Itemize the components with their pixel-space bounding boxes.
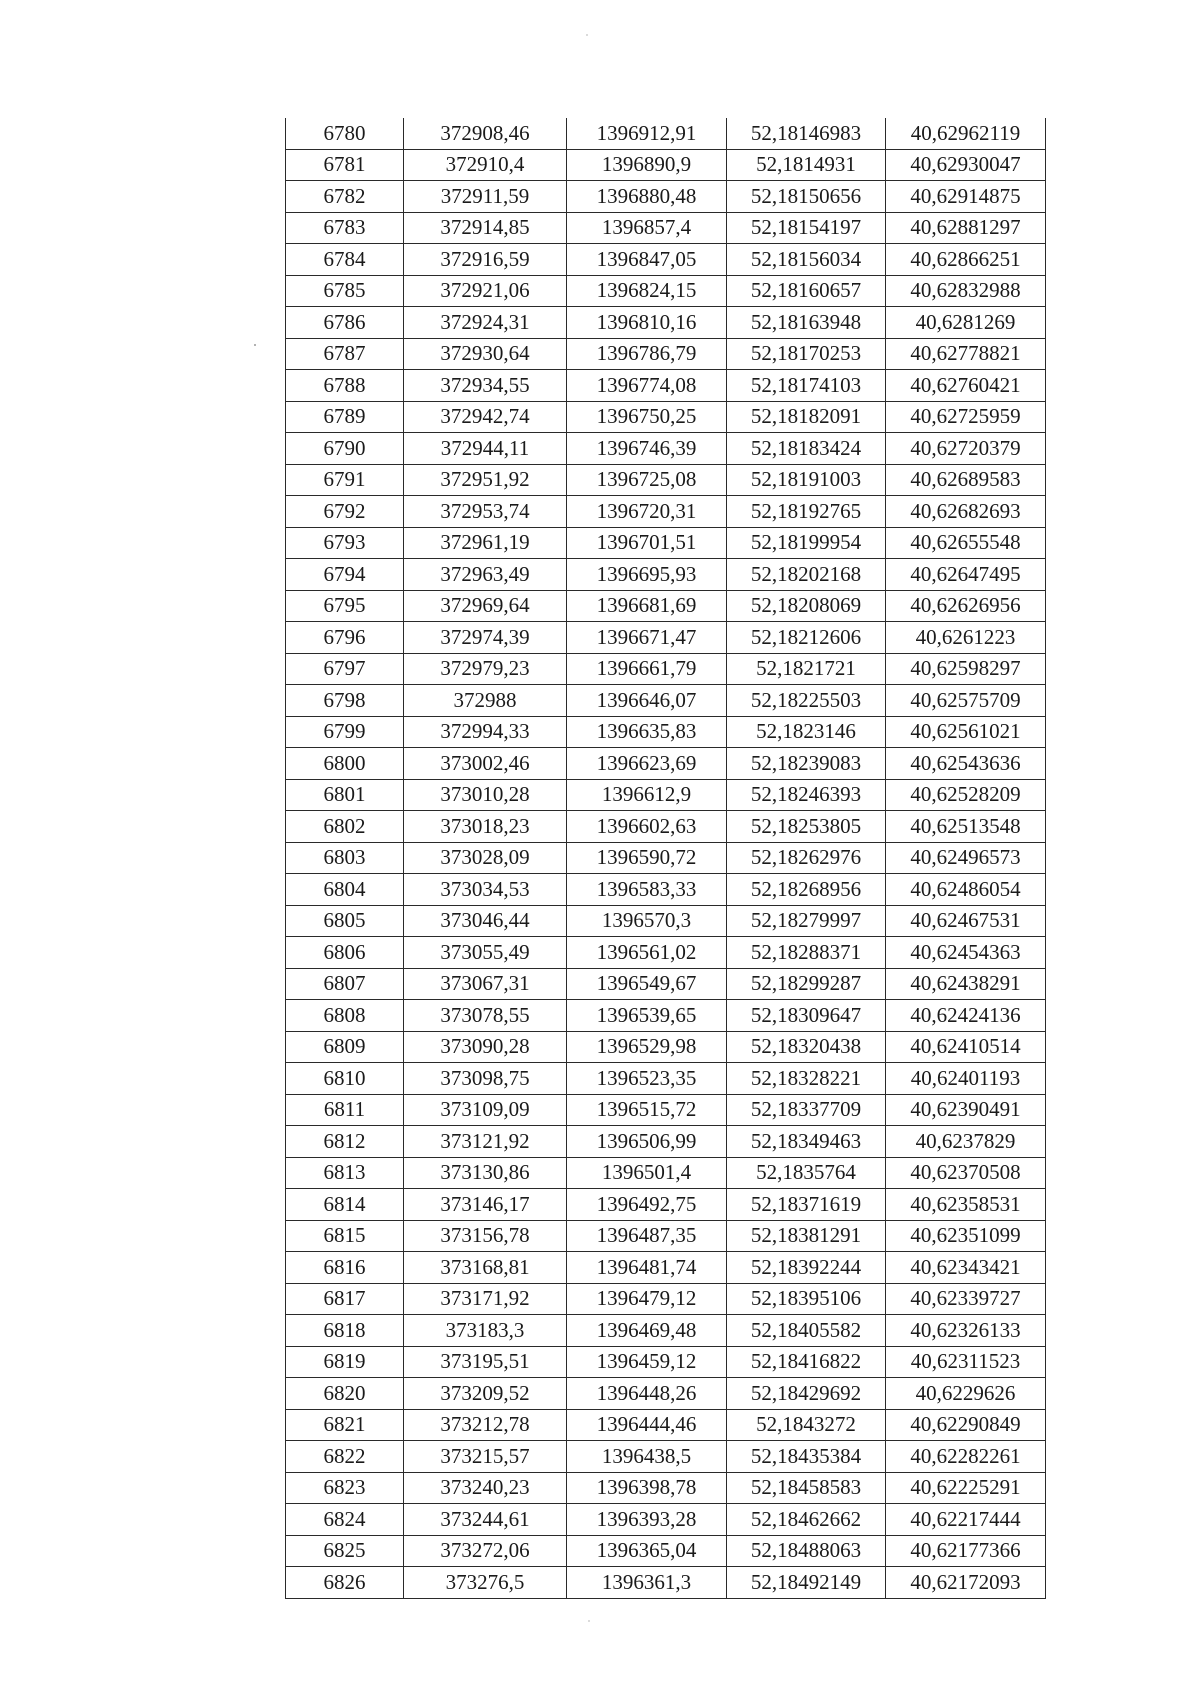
point-number-cell: 6812 [286, 1126, 404, 1158]
table-row [286, 905, 1046, 937]
longitude-cell: 40,62496573 [886, 842, 1046, 874]
x-coordinate-cell: 372914,85 [404, 212, 567, 244]
table-row [286, 370, 1046, 402]
table-row [286, 653, 1046, 685]
longitude-cell: 40,62647495 [886, 559, 1046, 591]
table-row [286, 1031, 1046, 1063]
latitude-cell: 52,18253805 [727, 811, 886, 843]
latitude-cell: 52,18492149 [727, 1567, 886, 1599]
table-row [286, 590, 1046, 622]
y-coordinate-cell: 1396361,3 [567, 1567, 727, 1599]
coordinates-table [285, 118, 1046, 1599]
point-number-cell: 6816 [286, 1252, 404, 1284]
point-number-cell: 6783 [286, 212, 404, 244]
y-coordinate-cell: 1396661,79 [567, 653, 727, 685]
point-number-cell: 6793 [286, 527, 404, 559]
x-coordinate-cell: 373276,5 [404, 1567, 567, 1599]
x-coordinate-cell: 373034,53 [404, 874, 567, 906]
point-number-cell: 6809 [286, 1031, 404, 1063]
point-number-cell: 6803 [286, 842, 404, 874]
y-coordinate-cell: 1396529,98 [567, 1031, 727, 1063]
table-row [286, 1504, 1046, 1536]
y-coordinate-cell: 1396701,51 [567, 527, 727, 559]
x-coordinate-cell: 372994,33 [404, 716, 567, 748]
x-coordinate-cell: 373109,09 [404, 1094, 567, 1126]
longitude-cell: 40,62881297 [886, 212, 1046, 244]
table-row [286, 307, 1046, 339]
x-coordinate-cell: 373130,86 [404, 1157, 567, 1189]
y-coordinate-cell: 1396365,04 [567, 1535, 727, 1567]
longitude-cell: 40,62962119 [886, 118, 1046, 149]
latitude-cell: 52,18212606 [727, 622, 886, 654]
y-coordinate-cell: 1396561,02 [567, 937, 727, 969]
table-row [286, 1283, 1046, 1315]
y-coordinate-cell: 1396635,83 [567, 716, 727, 748]
table-row [286, 716, 1046, 748]
x-coordinate-cell: 373215,57 [404, 1441, 567, 1473]
latitude-cell: 52,18328221 [727, 1063, 886, 1095]
longitude-cell: 40,62575709 [886, 685, 1046, 717]
latitude-cell: 52,18239083 [727, 748, 886, 780]
point-number-cell: 6810 [286, 1063, 404, 1095]
x-coordinate-cell: 373195,51 [404, 1346, 567, 1378]
point-number-cell: 6785 [286, 275, 404, 307]
point-number-cell: 6813 [286, 1157, 404, 1189]
table-row [286, 622, 1046, 654]
point-number-cell: 6808 [286, 1000, 404, 1032]
latitude-cell: 52,18320438 [727, 1031, 886, 1063]
point-number-cell: 6781 [286, 149, 404, 181]
point-number-cell: 6806 [286, 937, 404, 969]
longitude-cell: 40,62424136 [886, 1000, 1046, 1032]
x-coordinate-cell: 372963,49 [404, 559, 567, 591]
latitude-cell: 52,1843272 [727, 1409, 886, 1441]
table-row [286, 968, 1046, 1000]
point-number-cell: 6801 [286, 779, 404, 811]
point-number-cell: 6802 [286, 811, 404, 843]
y-coordinate-cell: 1396481,74 [567, 1252, 727, 1284]
point-number-cell: 6797 [286, 653, 404, 685]
table-row [286, 1567, 1046, 1599]
y-coordinate-cell: 1396890,9 [567, 149, 727, 181]
x-coordinate-cell: 373146,17 [404, 1189, 567, 1221]
latitude-cell: 52,18199954 [727, 527, 886, 559]
point-number-cell: 6807 [286, 968, 404, 1000]
latitude-cell: 52,18154197 [727, 212, 886, 244]
y-coordinate-cell: 1396459,12 [567, 1346, 727, 1378]
x-coordinate-cell: 372908,46 [404, 118, 567, 149]
longitude-cell: 40,62720379 [886, 433, 1046, 465]
longitude-cell: 40,62454363 [886, 937, 1046, 969]
y-coordinate-cell: 1396438,5 [567, 1441, 727, 1473]
point-number-cell: 6788 [286, 370, 404, 402]
scan-speck [254, 344, 256, 346]
y-coordinate-cell: 1396479,12 [567, 1283, 727, 1315]
y-coordinate-cell: 1396774,08 [567, 370, 727, 402]
table-row [286, 1252, 1046, 1284]
x-coordinate-cell: 372921,06 [404, 275, 567, 307]
longitude-cell: 40,62172093 [886, 1567, 1046, 1599]
x-coordinate-cell: 373244,61 [404, 1504, 567, 1536]
table-row [286, 118, 1046, 149]
y-coordinate-cell: 1396444,46 [567, 1409, 727, 1441]
y-coordinate-cell: 1396857,4 [567, 212, 727, 244]
point-number-cell: 6817 [286, 1283, 404, 1315]
longitude-cell: 40,62832988 [886, 275, 1046, 307]
y-coordinate-cell: 1396880,48 [567, 181, 727, 213]
table-row [286, 464, 1046, 496]
latitude-cell: 52,18182091 [727, 401, 886, 433]
point-number-cell: 6795 [286, 590, 404, 622]
x-coordinate-cell: 372974,39 [404, 622, 567, 654]
point-number-cell: 6814 [286, 1189, 404, 1221]
table-row [286, 1472, 1046, 1504]
scan-speck [588, 1620, 590, 1622]
y-coordinate-cell: 1396695,93 [567, 559, 727, 591]
table-row [286, 1441, 1046, 1473]
longitude-cell: 40,6229626 [886, 1378, 1046, 1410]
point-number-cell: 6821 [286, 1409, 404, 1441]
latitude-cell: 52,18202168 [727, 559, 886, 591]
x-coordinate-cell: 373171,92 [404, 1283, 567, 1315]
longitude-cell: 40,62655548 [886, 527, 1046, 559]
point-number-cell: 6784 [286, 244, 404, 276]
point-number-cell: 6794 [286, 559, 404, 591]
x-coordinate-cell: 373067,31 [404, 968, 567, 1000]
latitude-cell: 52,18392244 [727, 1252, 886, 1284]
x-coordinate-cell: 372930,64 [404, 338, 567, 370]
latitude-cell: 52,18435384 [727, 1441, 886, 1473]
latitude-cell: 52,18170253 [727, 338, 886, 370]
latitude-cell: 52,18395106 [727, 1283, 886, 1315]
point-number-cell: 6789 [286, 401, 404, 433]
table-row [286, 527, 1046, 559]
y-coordinate-cell: 1396602,63 [567, 811, 727, 843]
x-coordinate-cell: 372924,31 [404, 307, 567, 339]
table-row [286, 842, 1046, 874]
y-coordinate-cell: 1396539,65 [567, 1000, 727, 1032]
x-coordinate-cell: 373183,3 [404, 1315, 567, 1347]
latitude-cell: 52,18225503 [727, 685, 886, 717]
latitude-cell: 52,18429692 [727, 1378, 886, 1410]
y-coordinate-cell: 1396506,99 [567, 1126, 727, 1158]
longitude-cell: 40,62343421 [886, 1252, 1046, 1284]
x-coordinate-cell: 372988 [404, 685, 567, 717]
x-coordinate-cell: 372944,11 [404, 433, 567, 465]
table-row [286, 433, 1046, 465]
longitude-cell: 40,62866251 [886, 244, 1046, 276]
x-coordinate-cell: 373098,75 [404, 1063, 567, 1095]
latitude-cell: 52,18191003 [727, 464, 886, 496]
y-coordinate-cell: 1396725,08 [567, 464, 727, 496]
point-number-cell: 6786 [286, 307, 404, 339]
y-coordinate-cell: 1396398,78 [567, 1472, 727, 1504]
latitude-cell: 52,18160657 [727, 275, 886, 307]
longitude-cell: 40,62351099 [886, 1220, 1046, 1252]
latitude-cell: 52,18337709 [727, 1094, 886, 1126]
table-row [286, 559, 1046, 591]
y-coordinate-cell: 1396487,35 [567, 1220, 727, 1252]
longitude-cell: 40,62282261 [886, 1441, 1046, 1473]
table-row [286, 1346, 1046, 1378]
latitude-cell: 52,1835764 [727, 1157, 886, 1189]
longitude-cell: 40,62290849 [886, 1409, 1046, 1441]
longitude-cell: 40,62689583 [886, 464, 1046, 496]
x-coordinate-cell: 373212,78 [404, 1409, 567, 1441]
longitude-cell: 40,62401193 [886, 1063, 1046, 1095]
x-coordinate-cell: 373209,52 [404, 1378, 567, 1410]
table-row [286, 401, 1046, 433]
longitude-cell: 40,62778821 [886, 338, 1046, 370]
table-row [286, 1220, 1046, 1252]
x-coordinate-cell: 373046,44 [404, 905, 567, 937]
longitude-cell: 40,62217444 [886, 1504, 1046, 1536]
latitude-cell: 52,1823146 [727, 716, 886, 748]
x-coordinate-cell: 373156,78 [404, 1220, 567, 1252]
coordinates-table-body [286, 118, 1046, 1598]
latitude-cell: 52,18146983 [727, 118, 886, 149]
longitude-cell: 40,62528209 [886, 779, 1046, 811]
longitude-cell: 40,62626956 [886, 590, 1046, 622]
longitude-cell: 40,62760421 [886, 370, 1046, 402]
latitude-cell: 52,18279997 [727, 905, 886, 937]
table-row [286, 779, 1046, 811]
latitude-cell: 52,18405582 [727, 1315, 886, 1347]
latitude-cell: 52,18208069 [727, 590, 886, 622]
longitude-cell: 40,62438291 [886, 968, 1046, 1000]
y-coordinate-cell: 1396570,3 [567, 905, 727, 937]
x-coordinate-cell: 372979,23 [404, 653, 567, 685]
longitude-cell: 40,62225291 [886, 1472, 1046, 1504]
table-row [286, 937, 1046, 969]
latitude-cell: 52,18458583 [727, 1472, 886, 1504]
latitude-cell: 52,18174103 [727, 370, 886, 402]
point-number-cell: 6825 [286, 1535, 404, 1567]
y-coordinate-cell: 1396720,31 [567, 496, 727, 528]
latitude-cell: 52,18371619 [727, 1189, 886, 1221]
table-row [286, 496, 1046, 528]
x-coordinate-cell: 373090,28 [404, 1031, 567, 1063]
y-coordinate-cell: 1396750,25 [567, 401, 727, 433]
y-coordinate-cell: 1396583,33 [567, 874, 727, 906]
longitude-cell: 40,62914875 [886, 181, 1046, 213]
latitude-cell: 52,18150656 [727, 181, 886, 213]
longitude-cell: 40,62358531 [886, 1189, 1046, 1221]
table-row [286, 811, 1046, 843]
y-coordinate-cell: 1396515,72 [567, 1094, 727, 1126]
longitude-cell: 40,62930047 [886, 149, 1046, 181]
y-coordinate-cell: 1396393,28 [567, 1504, 727, 1536]
y-coordinate-cell: 1396847,05 [567, 244, 727, 276]
y-coordinate-cell: 1396681,69 [567, 590, 727, 622]
longitude-cell: 40,6237829 [886, 1126, 1046, 1158]
point-number-cell: 6822 [286, 1441, 404, 1473]
latitude-cell: 52,18488063 [727, 1535, 886, 1567]
table-row [286, 685, 1046, 717]
x-coordinate-cell: 372934,55 [404, 370, 567, 402]
point-number-cell: 6799 [286, 716, 404, 748]
latitude-cell: 52,18299287 [727, 968, 886, 1000]
table-row [286, 1409, 1046, 1441]
longitude-cell: 40,62339727 [886, 1283, 1046, 1315]
latitude-cell: 52,18192765 [727, 496, 886, 528]
point-number-cell: 6823 [286, 1472, 404, 1504]
x-coordinate-cell: 372910,4 [404, 149, 567, 181]
x-coordinate-cell: 373002,46 [404, 748, 567, 780]
y-coordinate-cell: 1396824,15 [567, 275, 727, 307]
longitude-cell: 40,62513548 [886, 811, 1046, 843]
y-coordinate-cell: 1396646,07 [567, 685, 727, 717]
y-coordinate-cell: 1396623,69 [567, 748, 727, 780]
longitude-cell: 40,62370508 [886, 1157, 1046, 1189]
point-number-cell: 6819 [286, 1346, 404, 1378]
y-coordinate-cell: 1396469,48 [567, 1315, 727, 1347]
latitude-cell: 52,18288371 [727, 937, 886, 969]
point-number-cell: 6787 [286, 338, 404, 370]
latitude-cell: 52,1821721 [727, 653, 886, 685]
point-number-cell: 6811 [286, 1094, 404, 1126]
point-number-cell: 6818 [286, 1315, 404, 1347]
latitude-cell: 52,18163948 [727, 307, 886, 339]
point-number-cell: 6824 [286, 1504, 404, 1536]
x-coordinate-cell: 373055,49 [404, 937, 567, 969]
point-number-cell: 6791 [286, 464, 404, 496]
x-coordinate-cell: 372942,74 [404, 401, 567, 433]
table-row [286, 1315, 1046, 1347]
point-number-cell: 6790 [286, 433, 404, 465]
x-coordinate-cell: 373240,23 [404, 1472, 567, 1504]
latitude-cell: 52,18262976 [727, 842, 886, 874]
x-coordinate-cell: 372953,74 [404, 496, 567, 528]
x-coordinate-cell: 373078,55 [404, 1000, 567, 1032]
x-coordinate-cell: 372961,19 [404, 527, 567, 559]
table-row [286, 338, 1046, 370]
y-coordinate-cell: 1396786,79 [567, 338, 727, 370]
longitude-cell: 40,62390491 [886, 1094, 1046, 1126]
latitude-cell: 52,1814931 [727, 149, 886, 181]
y-coordinate-cell: 1396448,26 [567, 1378, 727, 1410]
latitude-cell: 52,18416822 [727, 1346, 886, 1378]
table-row [286, 874, 1046, 906]
x-coordinate-cell: 373272,06 [404, 1535, 567, 1567]
x-coordinate-cell: 372951,92 [404, 464, 567, 496]
y-coordinate-cell: 1396912,91 [567, 118, 727, 149]
table-row [286, 275, 1046, 307]
y-coordinate-cell: 1396501,4 [567, 1157, 727, 1189]
longitude-cell: 40,62410514 [886, 1031, 1046, 1063]
longitude-cell: 40,62467531 [886, 905, 1046, 937]
point-number-cell: 6798 [286, 685, 404, 717]
longitude-cell: 40,62311523 [886, 1346, 1046, 1378]
y-coordinate-cell: 1396492,75 [567, 1189, 727, 1221]
table-row [286, 748, 1046, 780]
point-number-cell: 6780 [286, 118, 404, 149]
y-coordinate-cell: 1396746,39 [567, 433, 727, 465]
x-coordinate-cell: 372911,59 [404, 181, 567, 213]
x-coordinate-cell: 372916,59 [404, 244, 567, 276]
latitude-cell: 52,18156034 [727, 244, 886, 276]
table-row [286, 1094, 1046, 1126]
table-row [286, 1063, 1046, 1095]
x-coordinate-cell: 372969,64 [404, 590, 567, 622]
table-row [286, 212, 1046, 244]
x-coordinate-cell: 373121,92 [404, 1126, 567, 1158]
longitude-cell: 40,6261223 [886, 622, 1046, 654]
y-coordinate-cell: 1396549,67 [567, 968, 727, 1000]
x-coordinate-cell: 373168,81 [404, 1252, 567, 1284]
y-coordinate-cell: 1396523,35 [567, 1063, 727, 1095]
point-number-cell: 6805 [286, 905, 404, 937]
point-number-cell: 6820 [286, 1378, 404, 1410]
x-coordinate-cell: 373028,09 [404, 842, 567, 874]
longitude-cell: 40,62486054 [886, 874, 1046, 906]
y-coordinate-cell: 1396612,9 [567, 779, 727, 811]
latitude-cell: 52,18309647 [727, 1000, 886, 1032]
point-number-cell: 6804 [286, 874, 404, 906]
table-row [286, 149, 1046, 181]
table-row [286, 1157, 1046, 1189]
longitude-cell: 40,62543636 [886, 748, 1046, 780]
longitude-cell: 40,62326133 [886, 1315, 1046, 1347]
table-row [286, 1535, 1046, 1567]
table-row [286, 1126, 1046, 1158]
x-coordinate-cell: 373010,28 [404, 779, 567, 811]
x-coordinate-cell: 373018,23 [404, 811, 567, 843]
latitude-cell: 52,18246393 [727, 779, 886, 811]
table-row [286, 1189, 1046, 1221]
longitude-cell: 40,62561021 [886, 716, 1046, 748]
longitude-cell: 40,62598297 [886, 653, 1046, 685]
longitude-cell: 40,62177366 [886, 1535, 1046, 1567]
point-number-cell: 6792 [286, 496, 404, 528]
latitude-cell: 52,18381291 [727, 1220, 886, 1252]
point-number-cell: 6826 [286, 1567, 404, 1599]
point-number-cell: 6815 [286, 1220, 404, 1252]
table-row [286, 244, 1046, 276]
y-coordinate-cell: 1396671,47 [567, 622, 727, 654]
table-row [286, 1378, 1046, 1410]
point-number-cell: 6796 [286, 622, 404, 654]
table-row [286, 181, 1046, 213]
y-coordinate-cell: 1396810,16 [567, 307, 727, 339]
scan-speck [586, 34, 588, 36]
point-number-cell: 6800 [286, 748, 404, 780]
longitude-cell: 40,62682693 [886, 496, 1046, 528]
latitude-cell: 52,18268956 [727, 874, 886, 906]
longitude-cell: 40,62725959 [886, 401, 1046, 433]
y-coordinate-cell: 1396590,72 [567, 842, 727, 874]
point-number-cell: 6782 [286, 181, 404, 213]
table-row [286, 1000, 1046, 1032]
latitude-cell: 52,18183424 [727, 433, 886, 465]
latitude-cell: 52,18349463 [727, 1126, 886, 1158]
longitude-cell: 40,6281269 [886, 307, 1046, 339]
latitude-cell: 52,18462662 [727, 1504, 886, 1536]
